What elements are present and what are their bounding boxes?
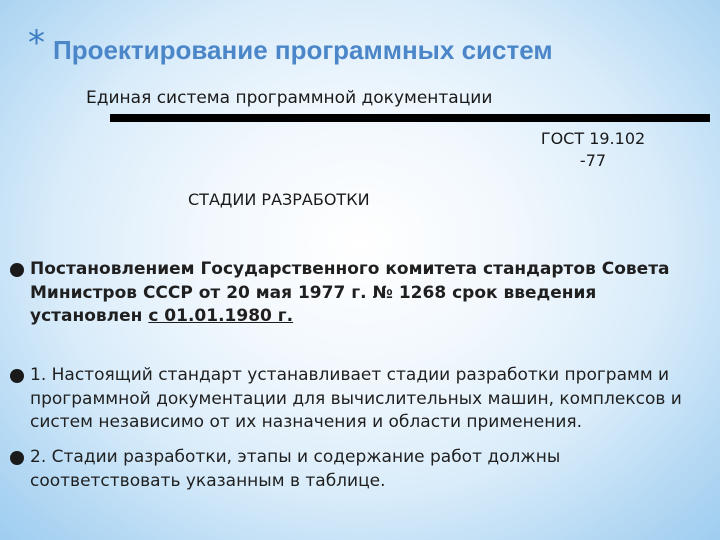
bullet-icon [10,451,24,465]
bullet-item-standard [10,364,710,435]
bullet-item-decree [10,258,710,329]
gost-reference [528,128,658,172]
gost-line-1: ГОСТ 19.102 [540,129,646,148]
section-heading: СТАДИИ РАЗРАБОТКИ [188,190,370,209]
title-row [28,23,553,70]
title-marker-icon: * [28,23,45,63]
bullet-text-main: Постановлением Государственного комитета стандартов Совета Министров СССР от 20 мая 1977 г. № 1268 срок введения установлен [30,259,670,326]
bullet-icon [10,369,24,383]
bullet-icon [10,263,24,277]
bullet-text: 1. Настоящий стандарт устанавливает стадии разработки программ и программной документации для вычислительных машин, комплексов и систем независимо от их назначения и области применения. [30,365,682,432]
subtitle: Единая система программной документации [86,88,493,108]
gost-line-2: -77 [579,151,607,170]
bullet-text [30,258,710,329]
bullet-text-date: с 01.01.1980 г. [148,306,294,326]
bullet-text: 2. Стадии разработки, этапы и содержание работ должны соответствовать указанным в таблице. [30,447,561,491]
divider-bar [110,114,710,122]
page-title: Проектирование программных систем [53,35,553,65]
bullet-item-stages [10,446,710,493]
